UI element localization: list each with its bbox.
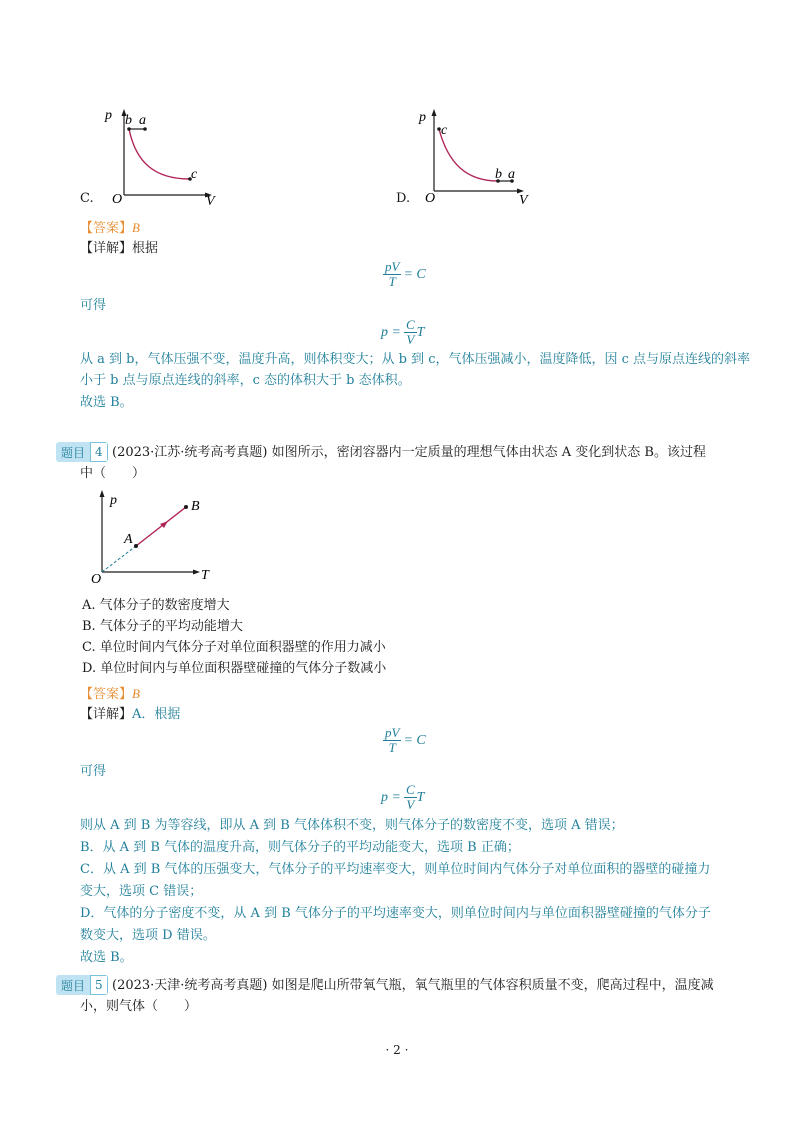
graph-c-svg <box>80 105 250 210</box>
graph-d-point-c: c <box>441 123 448 138</box>
graph-d-axis-x: V <box>519 193 528 208</box>
detail-lead: A．根据 <box>132 707 181 722</box>
q4-explanation-1: 则从 A 到 B 为等容线，即从 A 到 B 气体体积不变，则气体分子的数密度不变，选项 A 错误； <box>80 818 624 833</box>
q5-stem-line-2: 小，则气体（ ） <box>80 999 198 1014</box>
graph-d-axis-y: p <box>419 110 426 125</box>
option-c-label: C. <box>80 191 94 206</box>
graph-c <box>80 105 250 210</box>
graph-c-point-b: b <box>125 113 132 128</box>
q3-conclusion: 故选 B。 <box>80 395 133 410</box>
q4-explanation-3b: 变大，选项 C 错误； <box>80 884 203 899</box>
q4-explanation-2: B．从 A 到 B 气体的温度升高，则气体分子的平均动能变大，选项 B 正确； <box>80 840 520 855</box>
q4-stem-line-1: (2023·江苏·统考高考真题) 如图所示，密闭容器内一定质量的理想气体由状态 A 变化到状态 B。该过程 <box>112 445 706 460</box>
detail-lead: 根据 <box>132 241 159 256</box>
q4-graph-origin: O <box>91 572 102 586</box>
answer-value: B <box>132 220 140 235</box>
q3-equation-1: $\frac{pV}{T}$ = C <box>385 259 426 289</box>
q3-explanation-2: 小于 b 点与原点连线的斜率，c 态的体积大于 b 态体积。 <box>80 373 411 388</box>
q3-eq1-fraction: $\frac{pV}{T}$ <box>385 259 400 289</box>
graph-d-origin: O <box>425 191 436 206</box>
q4-detail <box>80 705 180 724</box>
q4-stem-line-2: 中（ ） <box>80 466 146 481</box>
graph-c-axis-y: p <box>105 108 112 123</box>
q4-keyi: 可得 <box>80 764 107 779</box>
answer-value: B <box>132 686 140 701</box>
q4-badge: 题目 4 <box>56 442 108 462</box>
detail-tag: 【详解】 <box>80 241 133 256</box>
q4-eq2-fraction: $\frac{C}{V}$ <box>405 782 415 812</box>
q4-conclusion: 故选 B。 <box>80 950 133 965</box>
q3-answer <box>80 218 140 238</box>
graph-c-point-c: c <box>191 167 198 182</box>
q3-eq2-fraction: $\frac{C}{V}$ <box>405 317 415 347</box>
q4-option-c: C. 单位时间内气体分子对单位面积器壁的作用力减小 <box>82 640 386 655</box>
graph-d <box>396 105 566 210</box>
graph-c-origin: O <box>112 192 123 207</box>
q4-graph-svg <box>88 486 218 586</box>
q4-option-b: B. 气体分子的平均动能增大 <box>82 619 243 634</box>
q4-graph-point-a: A <box>124 532 133 547</box>
option-d-label: D. <box>396 191 411 206</box>
q4-graph-point-b: B <box>191 499 200 514</box>
answer-tag: 【答案】 <box>80 687 133 702</box>
q4-option-a: A. 气体分子的数密度增大 <box>82 598 230 613</box>
graph-c-axis-x: V <box>206 194 215 209</box>
q4-graph <box>88 486 218 586</box>
graph-d-point-b: b <box>495 167 502 182</box>
q4-graph-axis-x: T <box>201 568 209 583</box>
q3-detail <box>80 239 158 258</box>
page-number: · 2 · <box>385 1043 409 1057</box>
q4-eq1-fraction: $\frac{pV}{T}$ <box>385 725 400 755</box>
q4-explanation-4b: 数变大，选项 D 错误。 <box>80 928 216 943</box>
q4-explanation-4a: D．气体的分子密度不变，从 A 到 B 气体分子的平均速率变大，则单位时间内与单位面积器壁碰撞的气体分子 <box>80 906 711 921</box>
q4-equation-1: $\frac{pV}{T}$ = C <box>385 725 426 755</box>
q5-stem-line-1: (2023·天津·统考高考真题) 如图是爬山所带氧气瓶，氧气瓶里的气体容积质量不变，爬高过程中，温度减 <box>112 978 714 993</box>
answer-tag: 【答案】 <box>80 221 133 236</box>
q4-answer <box>80 684 140 704</box>
graph-d-svg <box>396 105 566 210</box>
q4-equation-2: p = $\frac{C}{V}$ T <box>381 782 425 812</box>
q4-graph-axis-y: p <box>110 493 117 508</box>
graph-d-point-a: a <box>508 167 515 182</box>
graph-c-point-a: a <box>139 113 146 128</box>
q4-explanation-3a: C．从 A 到 B 气体的压强变大，气体分子的平均速率变大，则单位时间内气体分子对单位面积的器壁的碰撞力 <box>80 862 711 877</box>
detail-tag: 【详解】 <box>80 707 133 722</box>
q5-badge: 题目 5 <box>56 975 108 995</box>
q4-option-d: D. 单位时间内与单位面积器壁碰撞的气体分子数减小 <box>82 661 387 676</box>
q3-equation-2: p = $\frac{C}{V}$ T <box>381 317 425 347</box>
q3-explanation-1: 从 a 到 b，气体压强不变，温度升高，则体积变大；从 b 到 c，气体压强减小，温度降低，因 c 点与原点连线的斜率 <box>80 352 751 367</box>
q3-keyi: 可得 <box>80 298 107 313</box>
